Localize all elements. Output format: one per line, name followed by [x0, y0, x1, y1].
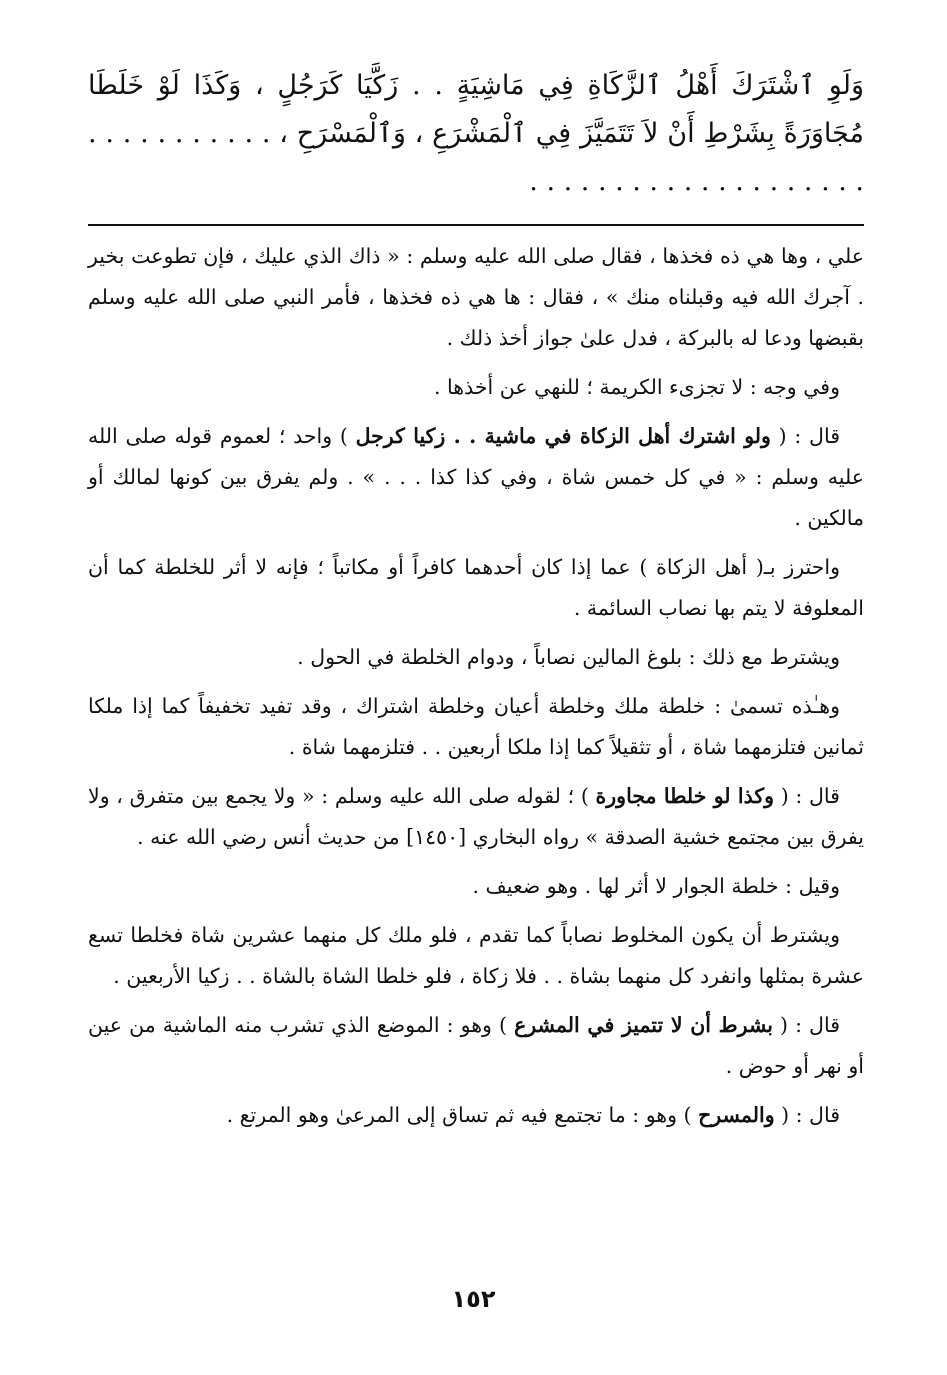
- commentary-paragraph: [88, 1095, 864, 1136]
- separator-rule: [88, 224, 864, 226]
- quoted-matn: ولو اشترك أهل الزكاة في ماشية . . زكيا كرجل: [355, 424, 771, 448]
- matn-line: وَلَوِ ٱشْتَرَكَ أَهْلُ ٱلزَّكَاةِ فِي مَاشِيَةٍ . . زَكَّيَا كَرَجُلٍ ، وَكَذَا لَوْ خَلَطَا مُجَاوَرَةً بِشَرْطِ أَنْ لاَ تَتَمَيَّزَ فِي ٱلْمَشْرَعِ ، وَٱلْمَسْرَحِ ،: [88, 70, 864, 149]
- commentary-paragraph: واحترز بـ( أهل الزكاة ) عما إذا كان أحدهما كافراً أو مكاتباً ؛ فإنه لا أثر للخلطة كما أن المعلوفة لا يتم بها نصاب السائمة .: [88, 555, 864, 620]
- commentary-paragraph: علي ، وها هي ذه فخذها ، فقال صلى الله عليه وسلم : « ذاك الذي عليك ، فإن تطوعت بخير . آجرك الله فيه وقبلناه منك » ، فقال : ها هي ذه فخذها ، فأمر النبي صلى الله عليه وسلم بقبضها ودعا له بالبركة ، فدل علىٰ جواز أخذ ذلك .: [88, 244, 864, 350]
- quote-open: قال : (: [774, 1103, 840, 1127]
- commentary-paragraph: وفي وجه : لا تجزىء الكريمة ؛ للنهي عن أخذها .: [434, 375, 840, 399]
- commentary-text: ) وهو : ما تجتمع فيه ثم تساق إلى المرعىٰ وهو المرتع .: [226, 1103, 699, 1127]
- commentary-paragraph: [88, 776, 864, 858]
- page-number: ١٥٢: [451, 1285, 496, 1313]
- commentary-text: ) ؛ لقوله صلى الله عليه وسلم : « ولا يجمع بين متفرق ، ولا يفرق بين مجتمع خشية الصدقة » رواه البخاري [١٤٥٠] من حديث أنس رضي الله عنه .: [88, 784, 864, 849]
- quote-open: قال : (: [772, 1013, 840, 1037]
- commentary-paragraph: ويشترط أن يكون المخلوط نصاباً كما تقدم ، فلو ملك كل منهما عشرين شاة فخلطا تسع عشرة بمثلها وانفرد كل منهما بشاة . . فلا زكاة ، فلو خلطا الشاة بالشاة . . زكيا الأربعين .: [88, 923, 864, 988]
- commentary-paragraph: [88, 416, 864, 539]
- commentary-paragraph: ويشترط مع ذلك : بلوغ المالين نصاباً ، ودوام الخلطة في الحول .: [297, 645, 840, 669]
- page-body: [88, 62, 864, 1144]
- commentary: [88, 236, 864, 1136]
- matn-dots: . . . . . . . . . . . . . . . . . . . . . . . . . . . . . . .: [88, 118, 864, 197]
- commentary-paragraph: [88, 1005, 864, 1087]
- quoted-matn: بشرط أن لا تتميز في المشرع: [514, 1013, 773, 1037]
- matn-text: [88, 62, 864, 206]
- commentary-paragraph: وهـٰذه تسمىٰ : خلطة ملك وخلطة أعيان وخلطة اشتراك ، وقد تفيد تخفيفاً كما إذا ملكا ثمانين فتلزمهما شاة ، أو تثقيلاً كما إذا ملكا أربعين . . فتلزمهما شاة .: [88, 694, 864, 759]
- quote-open: قال : (: [770, 424, 840, 448]
- commentary-text: ) وهو : الموضع الذي تشرب منه الماشية من عين أو نهر أو حوض .: [88, 1013, 864, 1078]
- quoted-matn: والمسرح: [698, 1103, 775, 1127]
- commentary-paragraph: وقيل : خلطة الجوار لا أثر لها . وهو ضعيف .: [472, 874, 840, 898]
- quote-open: قال : (: [774, 784, 840, 808]
- quoted-matn: وكذا لو خلطا مجاورة: [595, 784, 774, 808]
- commentary-text: ) واحد ؛ لعموم قوله صلى الله عليه وسلم : « في كل خمس شاة ، وفي كذا كذا . . . » . ولم يفرق بين كونها لمالك أو مالكين .: [88, 424, 864, 530]
